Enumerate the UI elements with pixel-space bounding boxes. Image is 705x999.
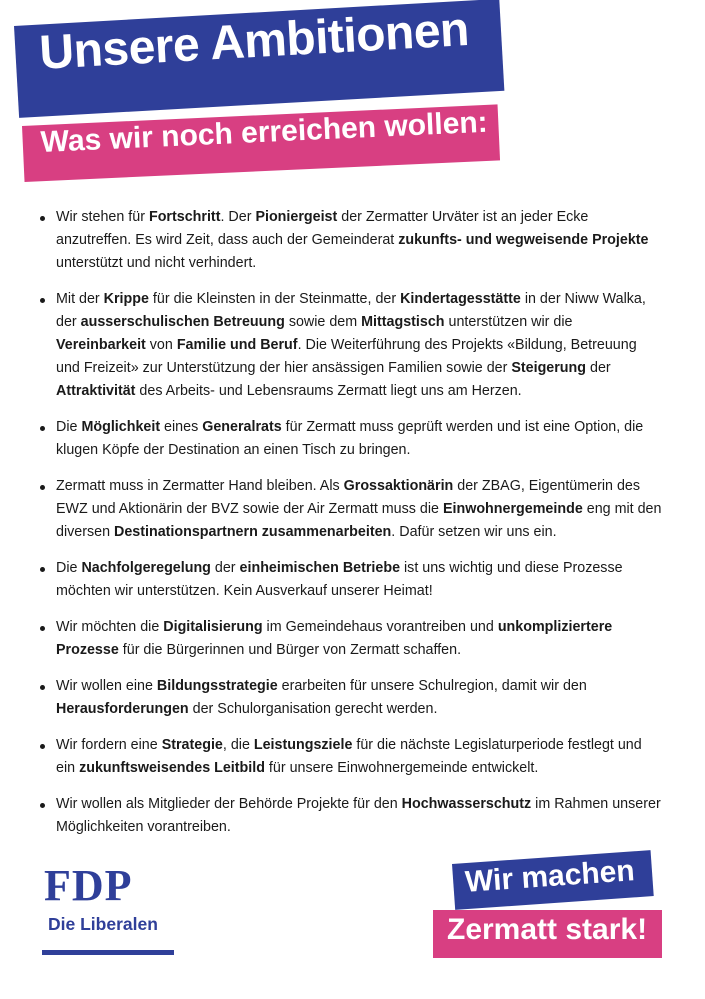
list-item [38, 675, 664, 721]
list-item [38, 734, 664, 780]
body-text: erarbeiten für unsere Schulregion, damit wir den [277, 678, 587, 694]
body-text: für Zermatt muss geprüft werden und ist eine Option, die klugen Köpfe der Destination an einen Tisch zu bringen. [56, 419, 644, 458]
emphasis-text: Destinationspartnern zusammenarbeiten [114, 524, 392, 540]
emphasis-text: Einwohnergemeinde [442, 501, 583, 517]
emphasis-text: Strategie [161, 737, 223, 753]
emphasis-text: Herausforderungen [56, 701, 189, 717]
body-text: der ZBAG, Eigentümerin des EWZ und Aktionärin der BVZ sowie der Air Zermatt muss die [56, 478, 641, 517]
body-text: von [145, 337, 177, 353]
body-text: unterstützen wir die [444, 314, 573, 330]
body-text: ist uns wichtig und diese Prozesse möchten wir unterstützen. Kein Ausverkauf unserer Heimat! [56, 560, 623, 599]
fdp-logo-subtitle: Die Liberalen [48, 914, 158, 934]
emphasis-text: Bildungsstrategie [156, 678, 278, 694]
page-title: Unsere Ambitionen [38, 3, 471, 80]
slogan-line-2: Zermatt stark! [447, 913, 648, 946]
list-item [38, 475, 664, 544]
body-text: Zermatt muss in Zermatter Hand bleiben. Als [56, 478, 344, 494]
body-text: der Schulorganisation gerecht werden. [188, 701, 438, 717]
body-text: eng mit den diversen [56, 501, 662, 540]
emphasis-text: Mittagstisch [361, 314, 445, 330]
emphasis-text: Krippe [103, 291, 149, 307]
emphasis-text: Vereinbarkeit [56, 337, 146, 353]
body-text: Wir fordern eine [56, 737, 162, 753]
body-text: für unsere Einwohnergemeinde entwickelt. [264, 760, 539, 776]
emphasis-text: Steigerung [511, 360, 587, 376]
emphasis-text: Kindertagesstätte [400, 291, 521, 307]
emphasis-text: Pioniergeist [255, 209, 338, 225]
body-text: der Zermatter Urväter ist an jeder Ecke anzutreffen. Es wird Zeit, dass auch der Gemeinderat [56, 209, 589, 248]
list-item [38, 416, 664, 462]
list-item [38, 288, 664, 403]
body-text: Wir möchten die [56, 619, 164, 635]
body-text: . Dafür setzen wir uns ein. [391, 524, 557, 540]
list-item [38, 616, 664, 662]
ambitions-list [38, 206, 664, 852]
body-text: eines [160, 419, 203, 435]
emphasis-text: Möglichkeit [81, 419, 161, 435]
emphasis-text: ausserschulischen Betreuung [80, 314, 285, 330]
list-item [38, 793, 664, 839]
body-text: in der Niww Walka, der [56, 291, 646, 330]
body-text: , die [222, 737, 254, 753]
emphasis-text: unkompliziertere Prozesse [56, 619, 613, 658]
emphasis-text: Fortschritt [148, 209, 221, 225]
logo-underline [42, 950, 174, 955]
fdp-logo: FDP [44, 861, 133, 910]
emphasis-text: Attraktivität [56, 383, 136, 399]
body-text: Wir wollen als Mitglieder der Behörde Projekte für den [56, 796, 402, 812]
emphasis-text: einheimischen Betriebe [239, 560, 401, 576]
body-text: der [586, 360, 611, 376]
emphasis-text: Familie und Beruf [176, 337, 298, 353]
body-text: . Die Weiterführung des Projekts «Bildung, Betreuung und Freizeit» zur Unterstützung der hier ansässigen Familien sowie der [56, 337, 637, 376]
body-text: im Rahmen unserer Möglichkeiten vorantreiben. [56, 796, 661, 835]
body-text: Wir wollen eine [56, 678, 157, 694]
emphasis-text: Grossaktionärin [343, 478, 454, 494]
body-text: . Der [220, 209, 256, 225]
emphasis-text: Nachfolgeregelung [81, 560, 211, 576]
body-text: sowie dem [284, 314, 362, 330]
body-text: im Gemeindehaus vorantreiben und [262, 619, 498, 635]
emphasis-text: Digitalisierung [163, 619, 263, 635]
list-item [38, 206, 664, 275]
list-item [38, 557, 664, 603]
body-text: Mit der [56, 291, 104, 307]
body-text: für die Bürgerinnen und Bürger von Zermatt schaffen. [118, 642, 462, 658]
emphasis-text: Generalrats [202, 419, 282, 435]
slogan-line-1: Wir machen [464, 854, 636, 899]
emphasis-text: zukunftsweisendes Leitbild [79, 760, 265, 776]
emphasis-text: Leistungsziele [253, 737, 353, 753]
emphasis-text: zukunfts- und wegweisende Projekte [398, 232, 649, 248]
body-text: für die nächste Legislaturperiode festlegt und ein [56, 737, 642, 776]
body-text: Die [56, 419, 82, 435]
body-text: Die [56, 560, 82, 576]
body-text: der [210, 560, 240, 576]
body-text: des Arbeits- und Lebensraums Zermatt liegt uns am Herzen. [135, 383, 522, 399]
body-text: unterstützt und nicht verhindert. [56, 255, 257, 271]
page-subtitle: Was wir noch erreichen wollen: [40, 105, 489, 159]
body-text: für die Kleinsten in der Steinmatte, der [148, 291, 401, 307]
body-text: Wir stehen für [56, 209, 149, 225]
emphasis-text: Hochwasserschutz [401, 796, 532, 812]
